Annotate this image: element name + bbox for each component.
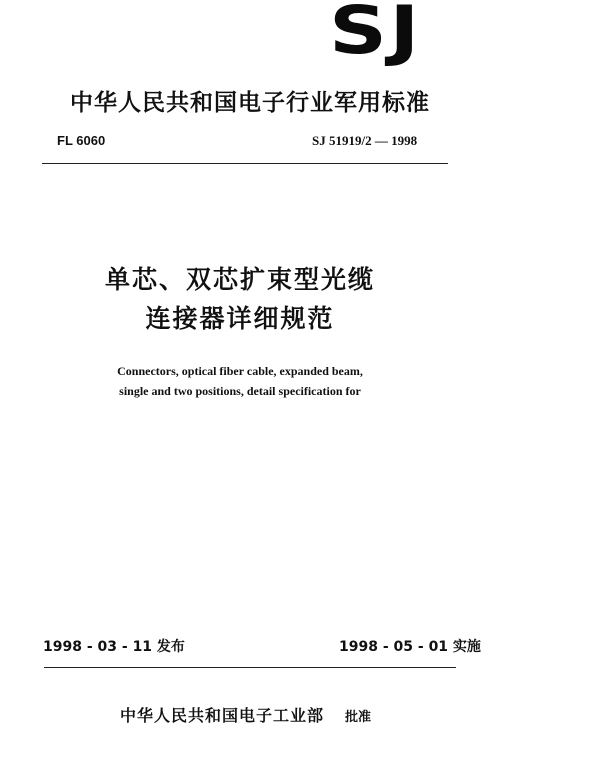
english-title-line-1: Connectors, optical fiber cable, expanded beam, xyxy=(117,364,363,378)
bottom-divider xyxy=(44,667,456,668)
sj-logo: SJ xyxy=(329,0,422,69)
english-title-line-2: single and two positions, detail specification for xyxy=(119,384,361,398)
standard-number: SJ 51919/2 — 1998 xyxy=(312,133,418,148)
approving-authority: 中华人民共和国电子工业部 xyxy=(120,706,325,725)
standard-type-heading: 中华人民共和国电子行业军用标准 xyxy=(70,90,430,116)
document-title-line-2: 连接器详细规范 xyxy=(145,304,335,333)
document-title-line-1: 单芯、双芯扩束型光缆 xyxy=(104,265,375,294)
classification-code: FL 6060 xyxy=(57,133,106,148)
approval-label: 批准 xyxy=(345,710,372,725)
implementation-date: 1998 - 05 - 01 实施 xyxy=(339,639,481,655)
issue-date: 1998 - 03 - 11 发布 xyxy=(43,639,185,655)
top-divider xyxy=(42,163,448,164)
